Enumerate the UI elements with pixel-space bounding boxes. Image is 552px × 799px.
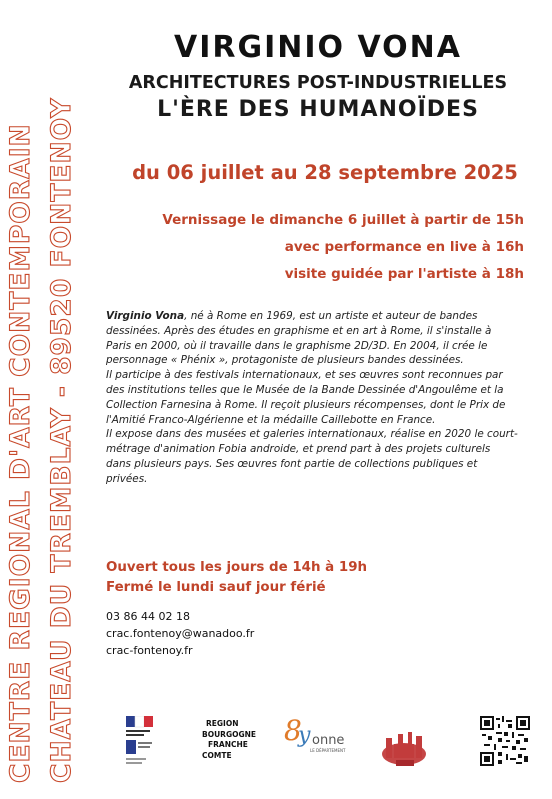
vernissage-line-1: Vernissage le dimanche 6 juillet à partir de 15h: [162, 212, 524, 228]
artist-biography: [106, 309, 518, 487]
crac-logo: [380, 728, 428, 768]
bio-paragraph-3: Il expose dans des musées et galeries internationaux, réalise en 2020 le court-métrage d'animation Fobia androide, et prend part à des projets culturels dans plusieurs pays. Ses œuvres font partie de collections publiques et privées.: [106, 428, 518, 485]
republique-francaise-logo: [124, 716, 156, 768]
qr-code[interactable]: [480, 716, 530, 766]
website-link[interactable]: crac-fontenoy.fr: [106, 644, 193, 657]
email-address: crac.fontenoy@wanadoo.fr: [106, 627, 255, 640]
region-logo-line-2: BOURGOGNE: [202, 729, 257, 739]
opening-hours: Ouvert tous les jours de 14h à 19h: [106, 560, 368, 575]
side-line-address-text: CHATEAU DU TREMBLAY - 89520 FONTENOY: [46, 97, 77, 783]
vernissage-line-2: avec performance en live à 16h: [284, 239, 524, 255]
exhibition-subtitle-1: ARCHITECTURES POST-INDUSTRIELLES: [128, 73, 508, 93]
side-line-address: [46, 98, 77, 783]
yonne-logo-subtext: LE DÉPARTEMENT: [310, 748, 346, 753]
side-line-center: [5, 123, 36, 783]
yonne-logo-word: onne: [312, 733, 345, 748]
exhibition-subtitle-2: L'ÈRE DES HUMANOÏDES: [157, 97, 479, 122]
closing-days: Fermé le lundi sauf jour férié: [106, 580, 326, 595]
region-logo-line-3: FRANCHE: [208, 740, 248, 749]
vernissage-line-3: visite guidée par l'artiste à 18h: [284, 266, 524, 282]
region-logo-line-1: REGION: [206, 719, 239, 728]
phone-number: 03 86 44 02 18: [106, 610, 190, 623]
bio-artist-name: Virginio Vona: [106, 310, 185, 322]
region-bourgogne-franche-comte-logo: [202, 719, 266, 769]
bio-paragraph-2: Il participe à des festivals internationaux, et ses œuvres sont reconnues par des institutions telles que le Musée de la Bande Dessinée d'Angoulême et la Collection Farnesina à Rome. Il reçoit plusieurs récompenses, dont le Prix de l'Amitié Franco-Algérienne et la médaille Caillebotte en France.: [106, 369, 506, 426]
svg-text:8: 8: [284, 714, 302, 747]
bio-paragraph-1-text: , né à Rome en 1969, est un artiste et auteur de bandes dessinées. Après des études en graphisme et en art à Rome, il s'installe à Paris en 2000, où il travaille dans le graphisme 2D/3D. En 2004, il crée le personnage « Phénix », protagoniste de plusieurs bandes dessinées.: [106, 310, 492, 367]
svg-text:y: y: [298, 723, 311, 748]
bio-paragraph-1: [106, 309, 518, 368]
artist-name: VIRGINIO VONA: [173, 30, 462, 65]
side-line-center-text: CENTRE REGIONAL D'ART CONTEMPORAIN: [5, 123, 36, 783]
yonne-departement-logo: [282, 710, 346, 766]
exhibition-dates: du 06 juillet au 28 septembre 2025: [132, 161, 518, 184]
region-logo-line-4: COMTE: [202, 750, 232, 760]
